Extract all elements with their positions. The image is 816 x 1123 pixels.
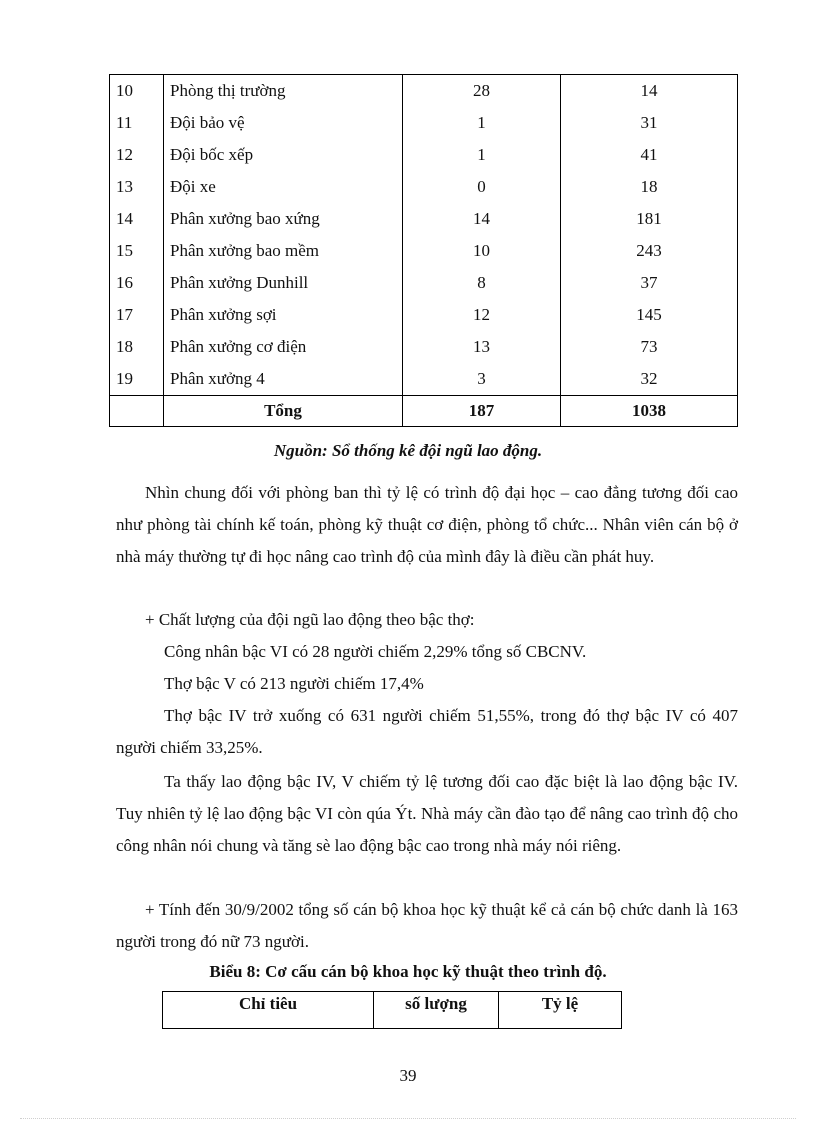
row-number: 18	[110, 331, 164, 363]
unit-name: Đội bốc xếp	[164, 139, 403, 171]
row-number: 11	[110, 107, 164, 139]
count-b: 41	[561, 139, 738, 171]
paragraph-skill-heading: + Chất lượng của đội ngũ lao động theo bậc thợ:	[145, 610, 475, 629]
total-b: 1038	[561, 396, 738, 427]
count-a: 14	[403, 203, 561, 235]
row-number: 14	[110, 203, 164, 235]
table-row	[110, 235, 738, 267]
total-label: Tổng	[164, 396, 403, 427]
table-row	[110, 75, 738, 108]
unit-name: Phân xưởng bao mềm	[164, 235, 403, 267]
unit-name: Phòng thị trường	[164, 75, 403, 108]
unit-name: Phân xưởng 4	[164, 363, 403, 396]
table-row	[110, 299, 738, 331]
structure-table	[162, 991, 622, 1029]
total-a: 187	[403, 396, 561, 427]
table-total-row	[110, 396, 738, 427]
table-row	[110, 107, 738, 139]
source-note: Nguồn: Sổ thống kê đội ngũ lao động.	[273, 441, 543, 460]
count-a: 28	[403, 75, 561, 108]
count-b: 14	[561, 75, 738, 108]
unit-name: Phân xưởng bao xứng	[164, 203, 403, 235]
unit-name: Phân xưởng cơ điện	[164, 331, 403, 363]
header-quantity: số lượng	[374, 992, 499, 1029]
count-a: 1	[403, 139, 561, 171]
table-header-row	[163, 992, 622, 1029]
paragraph-analysis: Ta thấy lao động bậc IV, V chiếm tỷ lệ tương đối cao đặc biệt là lao động bậc IV. Tuy nhiên tỷ lệ lao động bậc VI còn qúa Ýt. Nhà máy cần đào tạo để nâng cao trình độ cho công nhân nói chung và tăng sè lao động bậc cao trong nhà máy nói riêng.	[116, 772, 738, 855]
paragraph-technical-staff: + Tính đến 30/9/2002 tổng số cán bộ khoa học kỹ thuật kể cả cán bộ chức danh là 163 người trong đó nữ 73 người.	[116, 900, 738, 951]
row-number: 10	[110, 75, 164, 108]
header-ratio: Tỷ lệ	[499, 992, 622, 1029]
unit-name: Đội bảo vệ	[164, 107, 403, 139]
table-row	[110, 363, 738, 396]
unit-name: Đội xe	[164, 171, 403, 203]
table-row	[110, 331, 738, 363]
paragraph-level-6: Công nhân bậc VI có 28 người chiếm 2,29% tổng số CBCNV.	[164, 642, 587, 661]
count-a: 12	[403, 299, 561, 331]
count-a: 8	[403, 267, 561, 299]
row-number: 12	[110, 139, 164, 171]
header-criteria: Chỉ tiêu	[163, 992, 374, 1029]
row-number: 19	[110, 363, 164, 396]
count-b: 18	[561, 171, 738, 203]
table-row	[110, 203, 738, 235]
page-number: 39	[399, 1066, 417, 1085]
row-number: 15	[110, 235, 164, 267]
count-a: 13	[403, 331, 561, 363]
unit-name: Phân xưởng sợi	[164, 299, 403, 331]
count-b: 181	[561, 203, 738, 235]
count-a: 10	[403, 235, 561, 267]
table-caption: Biểu 8: Cơ cấu cán bộ khoa học kỹ thuật theo trình độ.	[209, 962, 607, 981]
paragraph-level-4: Thợ bậc IV trở xuống có 631 người chiếm 51,55%, trong đó thợ bậc IV có 407 người chiếm 33,25%.	[116, 706, 738, 757]
count-a: 0	[403, 171, 561, 203]
row-number: 16	[110, 267, 164, 299]
count-b: 145	[561, 299, 738, 331]
footer-divider	[20, 1118, 796, 1119]
count-b: 243	[561, 235, 738, 267]
count-b: 32	[561, 363, 738, 396]
unit-name: Phân xưởng Dunhill	[164, 267, 403, 299]
total-empty	[110, 396, 164, 427]
count-b: 37	[561, 267, 738, 299]
row-number: 13	[110, 171, 164, 203]
table-row	[110, 139, 738, 171]
table-row	[110, 267, 738, 299]
paragraph-summary: Nhìn chung đối với phòng ban thì tỷ lệ có trình độ đại học – cao đẳng tương đối cao như phòng tài chính kế toán, phòng kỹ thuật cơ điện, phòng tổ chức... Nhân viên cán bộ ở nhà máy thường tự đi học nâng cao trình độ của mình đây là điều cần phát huy.	[116, 483, 738, 566]
staff-table	[109, 74, 738, 427]
paragraph-level-5: Thợ bậc V có 213 người chiếm 17,4%	[164, 674, 424, 693]
table-row	[110, 171, 738, 203]
count-b: 73	[561, 331, 738, 363]
count-a: 1	[403, 107, 561, 139]
count-b: 31	[561, 107, 738, 139]
row-number: 17	[110, 299, 164, 331]
count-a: 3	[403, 363, 561, 396]
